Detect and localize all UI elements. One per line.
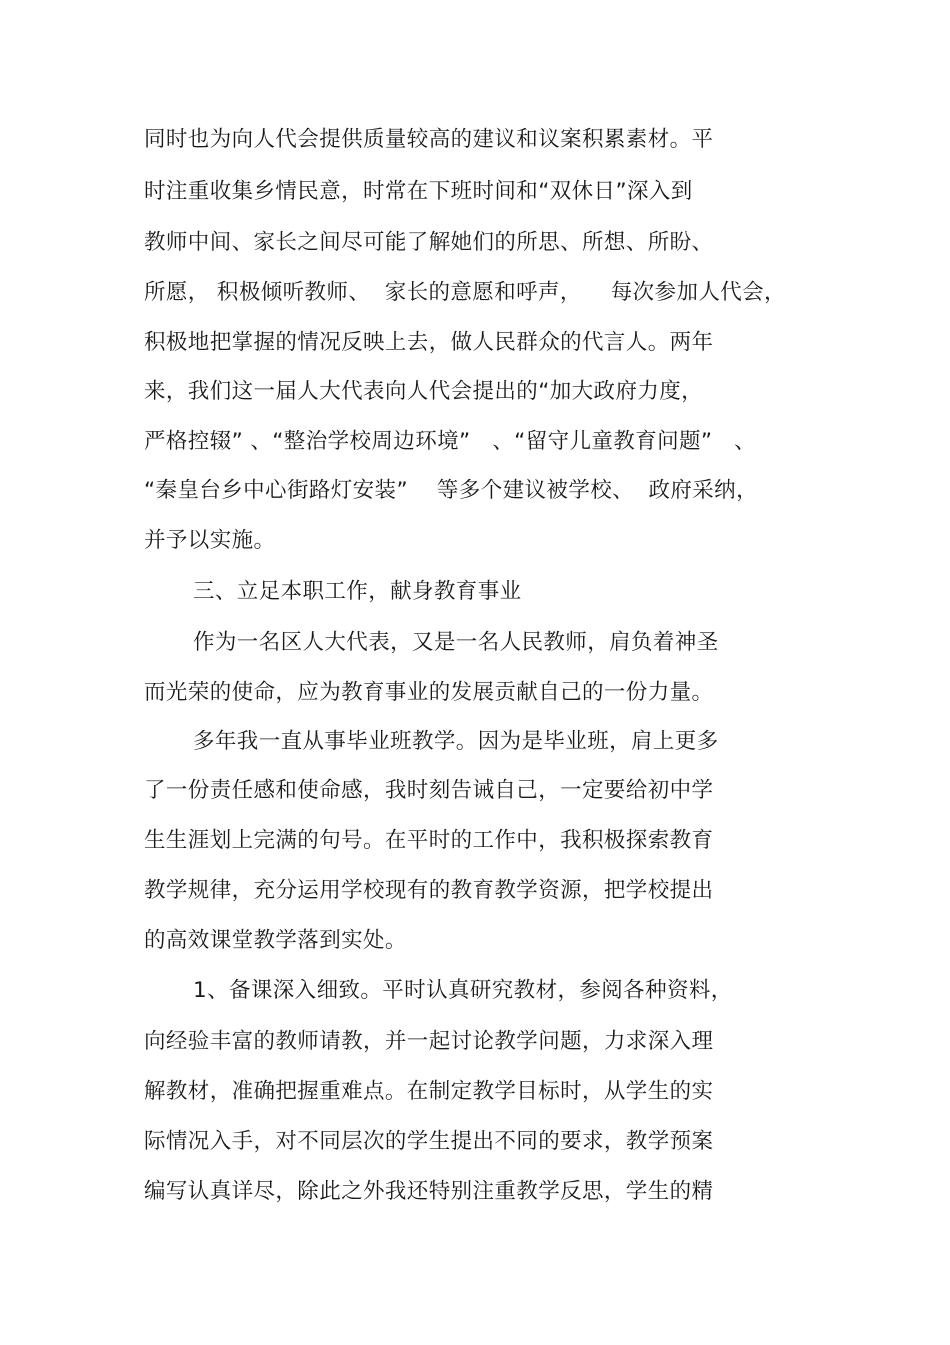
text-line: 教师中间、家长之间尽可能了解她们的所思、所想、所盼、 (144, 230, 714, 255)
text-line: 的高效课堂教学落到实处。 (144, 928, 407, 953)
text-line: 解教材，准确把握重难点。在制定教学目标时，从学生的实 (144, 1079, 714, 1104)
text-line: 了一份责任感和使命感，我时刻告诫自己，一定要给初中学 (144, 778, 714, 803)
paragraph-first-line: 1、备课深入细致。平时认真研究教材，参阅各种资料， (193, 978, 733, 1003)
text-line: 向经验丰富的教师请教，并一起讨论教学问题，力求深入理 (144, 1029, 714, 1054)
text-line: 生生涯划上完满的句号。在平时的工作中，我积极探索教育 (144, 828, 714, 853)
section-heading: 三、立足本职工作，献身教育事业 (193, 579, 522, 604)
text-line: 而光荣的使命，应为教育事业的发展贡献自己的一份力量。 (144, 680, 714, 705)
paragraph-first-line: 多年我一直从事毕业班教学。因为是毕业班，肩上更多 (193, 729, 719, 754)
text-line: 教学规律，充分运用学校现有的教育教学资源，把学校提出 (144, 878, 714, 903)
text-line: 编写认真详尽，除此之外我还特别注重教学反思，学生的精 (144, 1179, 714, 1204)
text-line: 同时也为向人代会提供质量较高的建议和议案积累素材。平 (144, 127, 714, 152)
text-line: 来，我们这一届人大代表向人代会提出的“加大政府力度， (144, 379, 704, 404)
text-line: 严格控辍” 、“整治学校周边环境” 、“留守儿童教育问题” 、 (144, 429, 757, 454)
paragraph-first-line: 作为一名区人大代表，又是一名人民教师，肩负着神圣 (193, 630, 719, 655)
text-line: 积极地把掌握的情况反映上去，做人民群众的代言人。两年 (144, 330, 714, 355)
text-line: 所愿， 积极倾听教师、 家长的意愿和呼声， 每次参加人代会， (144, 280, 786, 305)
text-line: “秦皇台乡中心街路灯安装” 等多个建议被学校、 政府采纳， (144, 478, 758, 503)
text-line: 并予以实施。 (144, 528, 276, 553)
text-line: 际情况入手，对不同层次的学生提出不同的要求，教学预案 (144, 1129, 714, 1154)
text-line: 时注重收集乡情民意，时常在下班时间和“双休日”深入到 (144, 179, 693, 204)
